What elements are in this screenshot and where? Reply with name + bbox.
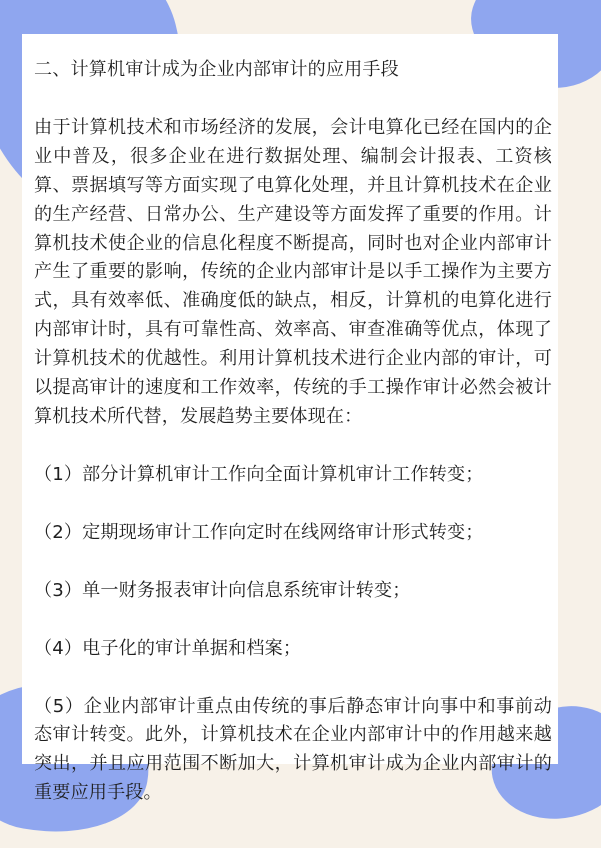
list-item-5: （5）企业内部审计重点由传统的事后静态审计向事中和事前动态审计转变。此外，计算机技术在企业内部审计中的作用越来越突出，并且应用范围不断加大，计算机审计成为企业内部审计的重要应用手段。: [34, 695, 552, 804]
list-item-3: （3）单一财务报表审计向信息系统审计转变；: [34, 579, 411, 601]
trend-list: [34, 461, 552, 808]
list-item-2: （2）定期现场审计工作向定时在线网络审计形式转变；: [34, 521, 484, 543]
list-item-4: （4）电子化的审计单据和档案；: [34, 637, 302, 659]
section-heading: 二、计算机审计成为企业内部审计的应用手段: [34, 59, 399, 80]
body-paragraph: 由于计算机技术和市场经济的发展，会计电算化已经在国内的企业中普及，很多企业在进行数据处理、编制会计报表、工资核算、票据填写等方面实现了电算化处理，并且计算机技术在企业的生产经营、日常办公、生产建设等方面发挥了重要的作用。计算机技术使企业的信息化程度不断提高，同时也对企业内部审计产生了重要的影响，传统的企业内部审计是以手工操作为主要方式，具有效率低、准确度低的缺点，相反，计算机的电算化进行内部审计时，具有可靠性高、效率高、审查准确等优点，体现了计算机技术的优越性。利用计算机技术进行企业内部的审计，可以提高审计的速度和工作效率，传统的手工操作审计必然会被计算机技术所代替，发展趋势主要体现在：: [34, 116, 552, 427]
article-card: [22, 34, 558, 804]
list-item-1: （1）部分计算机审计工作向全面计算机审计工作转变；: [34, 463, 484, 485]
